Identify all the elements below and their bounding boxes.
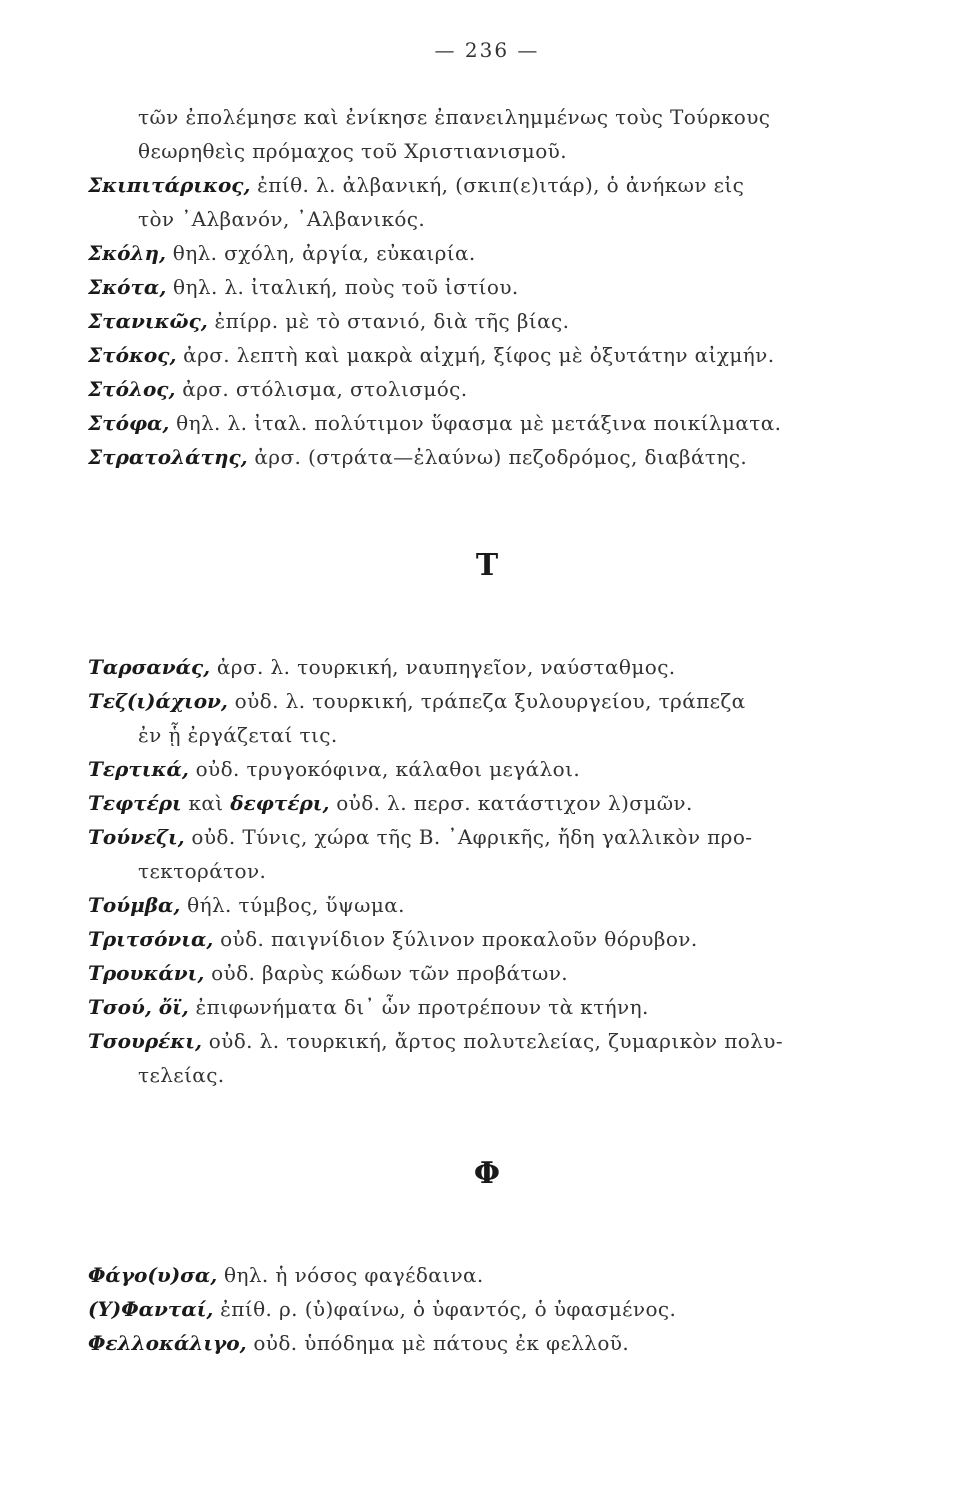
headword: Στανικῶς, xyxy=(88,309,208,333)
headword: Στόφα, xyxy=(88,411,170,435)
dictionary-entry xyxy=(88,684,858,718)
headword: Τρουκάνι, xyxy=(88,961,205,985)
dictionary-entry xyxy=(88,922,858,956)
headword: Τσουρέκι, xyxy=(88,1029,202,1053)
entry-continuation xyxy=(88,1058,858,1092)
dictionary-entry xyxy=(88,1258,858,1292)
headword: Τεφτέρι xyxy=(88,791,182,815)
dictionary-entry xyxy=(88,820,858,854)
dictionary-entry xyxy=(88,304,858,338)
definition-text: οὐδ. λ. τουρκική, ἄρτος πολυτελείας, ζυμαρικὸν πολυ- xyxy=(201,1029,784,1053)
definition-text: θηλ. σχόλη, ἀργία, εὐκαιρία. xyxy=(166,241,476,265)
entry-continuation xyxy=(88,854,858,888)
definition-text: ἐπίρρ. μὲ τὸ στανιό, διὰ τῆς βίας. xyxy=(207,309,570,333)
definition-text: οὐδ. ὑπόδημα μὲ πάτους ἐκ φελλοῦ. xyxy=(246,1331,630,1355)
headword: Σκόλη, xyxy=(88,241,166,265)
dictionary-entry xyxy=(88,752,858,786)
definition-text: ἐπίθ. λ. ἀλβανική, (σκιπ(ε)ιτάρ), ὁ ἀνήκων εἰς xyxy=(250,173,745,197)
section-f-entries xyxy=(88,1258,858,1360)
dictionary-entry xyxy=(88,650,858,684)
headword-alt: δεφτέρι, xyxy=(230,791,330,815)
dictionary-entry xyxy=(88,406,858,440)
section-t-entries xyxy=(88,650,858,1092)
entry-continuation xyxy=(88,100,858,134)
section-letter-f: Φ xyxy=(473,1156,501,1191)
definition-text: θηλ. λ. ἰταλ. πολύτιμον ὕφασμα μὲ μετάξινα ποικίλματα. xyxy=(169,411,782,435)
headword: Ταρσανάς, xyxy=(88,655,211,679)
dictionary-entry xyxy=(88,1292,858,1326)
dictionary-entry xyxy=(88,270,858,304)
headword: Στόλος, xyxy=(88,377,176,401)
definition-text: ἀρσ. (στράτα—ἐλαύνω) πεζοδρόμος, διαβάτης. xyxy=(247,445,748,469)
definition-text: οὐδ. βαρὺς κώδων τῶν προβάτων. xyxy=(204,961,569,985)
dictionary-entry xyxy=(88,990,858,1024)
headword: (Υ)Φανταί, xyxy=(88,1297,214,1321)
definition-text: ἀρσ. λ. τουρκική, ναυπηγεῖον, ναύσταθμος. xyxy=(210,655,676,679)
definition-text: τῶν ἐπολέμησε καὶ ἐνίκησε ἐπανειλημμένως τοὺς Τούρκους xyxy=(138,105,771,129)
headword: Τούμβα, xyxy=(88,893,181,917)
headword: Τερτικά, xyxy=(88,757,189,781)
definition-text: θήλ. τύμβος, ὕψωμα. xyxy=(180,893,405,917)
connector-text: καὶ xyxy=(181,791,231,815)
definition-text: ἐπιφωνήματα δι᾿ ὧν προτρέπουν τὰ κτήνη. xyxy=(188,995,649,1019)
headword: Φάγο(υ)σα, xyxy=(88,1263,218,1287)
dictionary-entry xyxy=(88,786,858,820)
dictionary-entry xyxy=(88,236,858,270)
dictionary-entry xyxy=(88,1326,858,1360)
entry-continuation xyxy=(88,718,858,752)
definition-text: ἐν ᾗ ἐργάζεταί τις. xyxy=(138,723,338,747)
section-letter-t: Τ xyxy=(475,548,499,583)
headword: Σκότα, xyxy=(88,275,167,299)
dictionary-entry xyxy=(88,168,858,202)
dictionary-entry xyxy=(88,440,858,474)
definition-text: τεκτοράτον. xyxy=(138,859,267,883)
page-number: — 236 — xyxy=(434,38,540,62)
dictionary-entry xyxy=(88,338,858,372)
dictionary-entry xyxy=(88,888,858,922)
headword: Στόκος, xyxy=(88,343,177,367)
dictionary-entry xyxy=(88,956,858,990)
headword: Τριτσόνια, xyxy=(88,927,214,951)
definition-text: ἐπίθ. ρ. (ὑ)φαίνω, ὁ ὑφαντός, ὁ ὑφασμένος. xyxy=(213,1297,677,1321)
definition-text: τὸν ᾿Αλβανόν, ᾿Αλβανικός. xyxy=(138,207,426,231)
headword: Τσού, ὄϊ, xyxy=(88,995,189,1019)
definition-text: οὐδ. Τύνις, χώρα τῆς Β. ᾿Αφρικῆς, ἤδη γαλλικὸν προ- xyxy=(184,825,753,849)
definition-text: θεωρηθεὶς πρόμαχος τοῦ Χριστιανισμοῦ. xyxy=(138,139,567,163)
definition-text: οὐδ. λ. περσ. κατάστιχον λ)σμῶν. xyxy=(329,791,693,815)
definition-text: τελείας. xyxy=(138,1063,225,1087)
definition-text: οὐδ. λ. τουρκική, τράπεζα ξυλουργείου, τράπεζα xyxy=(227,689,746,713)
headword: Φελλοκάλιγο, xyxy=(88,1331,247,1355)
definition-text: θηλ. λ. ἰταλική, ποὺς τοῦ ἱστίου. xyxy=(166,275,519,299)
headword: Τεζ(ι)άχιον, xyxy=(88,689,228,713)
headword: Τούνεζι, xyxy=(88,825,185,849)
headword: Σκιπιτάρικος, xyxy=(88,173,251,197)
definition-text: οὐδ. παιγνίδιον ξύλινον προκαλοῦν θόρυβον. xyxy=(213,927,698,951)
definition-text: θηλ. ἡ νόσος φαγέδαινα. xyxy=(217,1263,484,1287)
dictionary-entry xyxy=(88,1024,858,1058)
entry-continuation xyxy=(88,134,858,168)
entry-continuation xyxy=(88,202,858,236)
section-s-entries xyxy=(88,100,858,474)
headword: Στρατολάτης, xyxy=(88,445,248,469)
definition-text: ἀρσ. λεπτὴ καὶ μακρὰ αἰχμή, ξίφος μὲ ὀξυτάτην αἰχμήν. xyxy=(176,343,775,367)
definition-text: οὐδ. τρυγοκόφινα, κάλαθοι μεγάλοι. xyxy=(188,757,581,781)
dictionary-entry xyxy=(88,372,858,406)
definition-text: ἀρσ. στόλισμα, στολισμός. xyxy=(175,377,468,401)
